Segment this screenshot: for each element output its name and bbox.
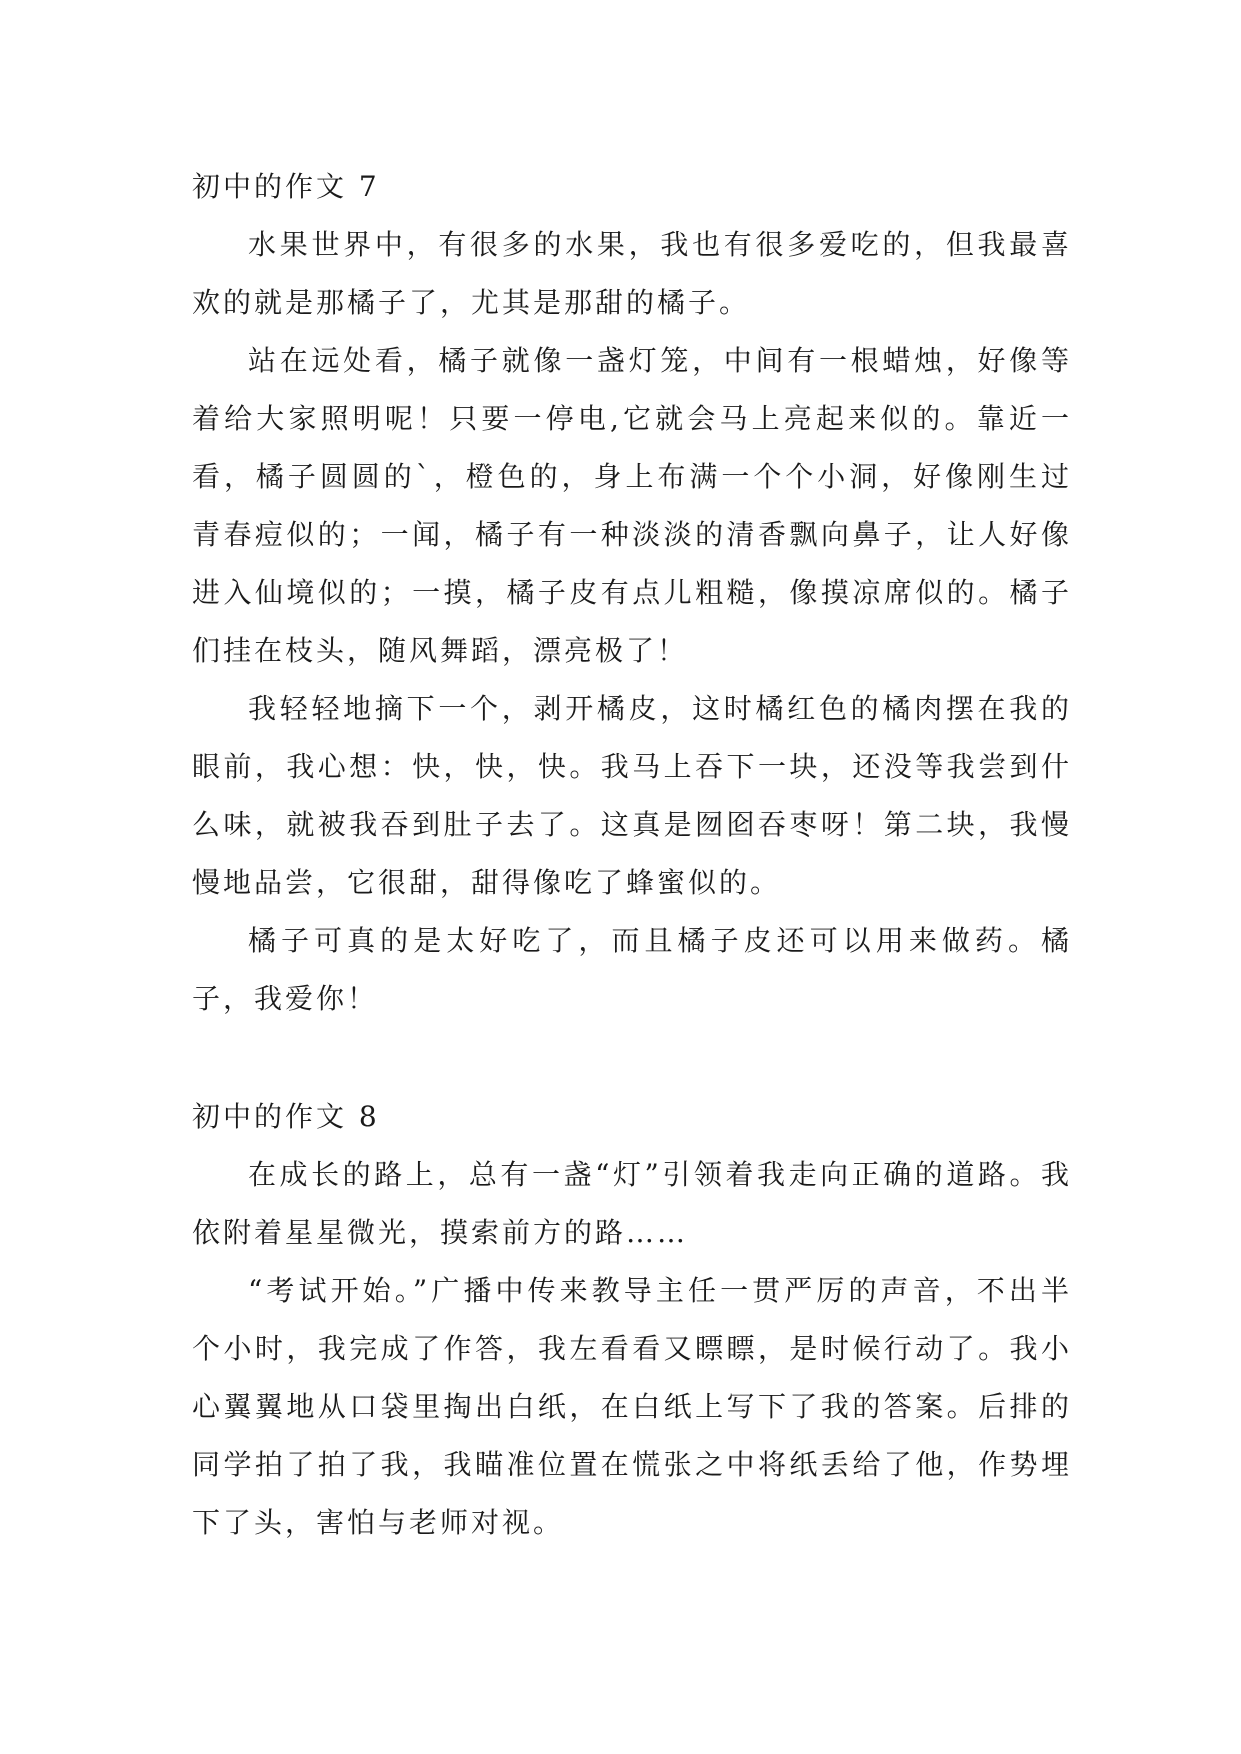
paragraph: 在成长的路上，总有一盏“灯”引领着我走向正确的道路。我依附着星星微光，摸索前方的路…… xyxy=(192,1158,1072,1249)
paragraph: 水果世界中，有很多的水果，我也有很多爱吃的，但我最喜欢的就是那橘子了，尤其是那甜的橘子。 xyxy=(192,228,1072,319)
document-body xyxy=(192,158,1072,1612)
paragraph: 我轻轻地摘下一个，剥开橘皮，这时橘红色的橘肉摆在我的眼前，我心想：快，快，快。我马上吞下一块，还没等我尝到什么味，就被我吞到肚子去了。这真是囫囵吞枣呀！第二块，我慢慢地品尝，它很甜，甜得像吃了蜂蜜似的。 xyxy=(192,692,1072,899)
essay-title: 初中的作文 7 xyxy=(192,170,380,203)
essay-title: 初中的作文 8 xyxy=(192,1100,380,1133)
essay-8 xyxy=(192,1088,1072,1552)
paragraph: 站在远处看，橘子就像一盏灯笼，中间有一根蜡烛，好像等着给大家照明呢！只要一停电,它就会马上亮起来似的。靠近一看，橘子圆圆的`，橙色的，身上布满一个个小洞，好像刚生过青春痘似的；一闻，橘子有一种淡淡的清香飘向鼻子，让人好像进入仙境似的；一摸，橘子皮有点儿粗糙，像摸凉席似的。橘子们挂在枝头，随风舞蹈，漂亮极了！ xyxy=(192,344,1072,667)
essay-7 xyxy=(192,158,1072,1028)
paragraph: 橘子可真的是太好吃了，而且橘子皮还可以用来做药。橘子，我爱你！ xyxy=(192,924,1072,1015)
paragraph: “考试开始。”广播中传来教导主任一贯严厉的声音，不出半个小时，我完成了作答，我左看看又瞟瞟，是时候行动了。我小心翼翼地从口袋里掏出白纸，在白纸上写下了我的答案。后排的同学拍了拍了我，我瞄准位置在慌张之中将纸丢给了他，作势埋下了头，害怕与老师对视。 xyxy=(192,1274,1072,1539)
